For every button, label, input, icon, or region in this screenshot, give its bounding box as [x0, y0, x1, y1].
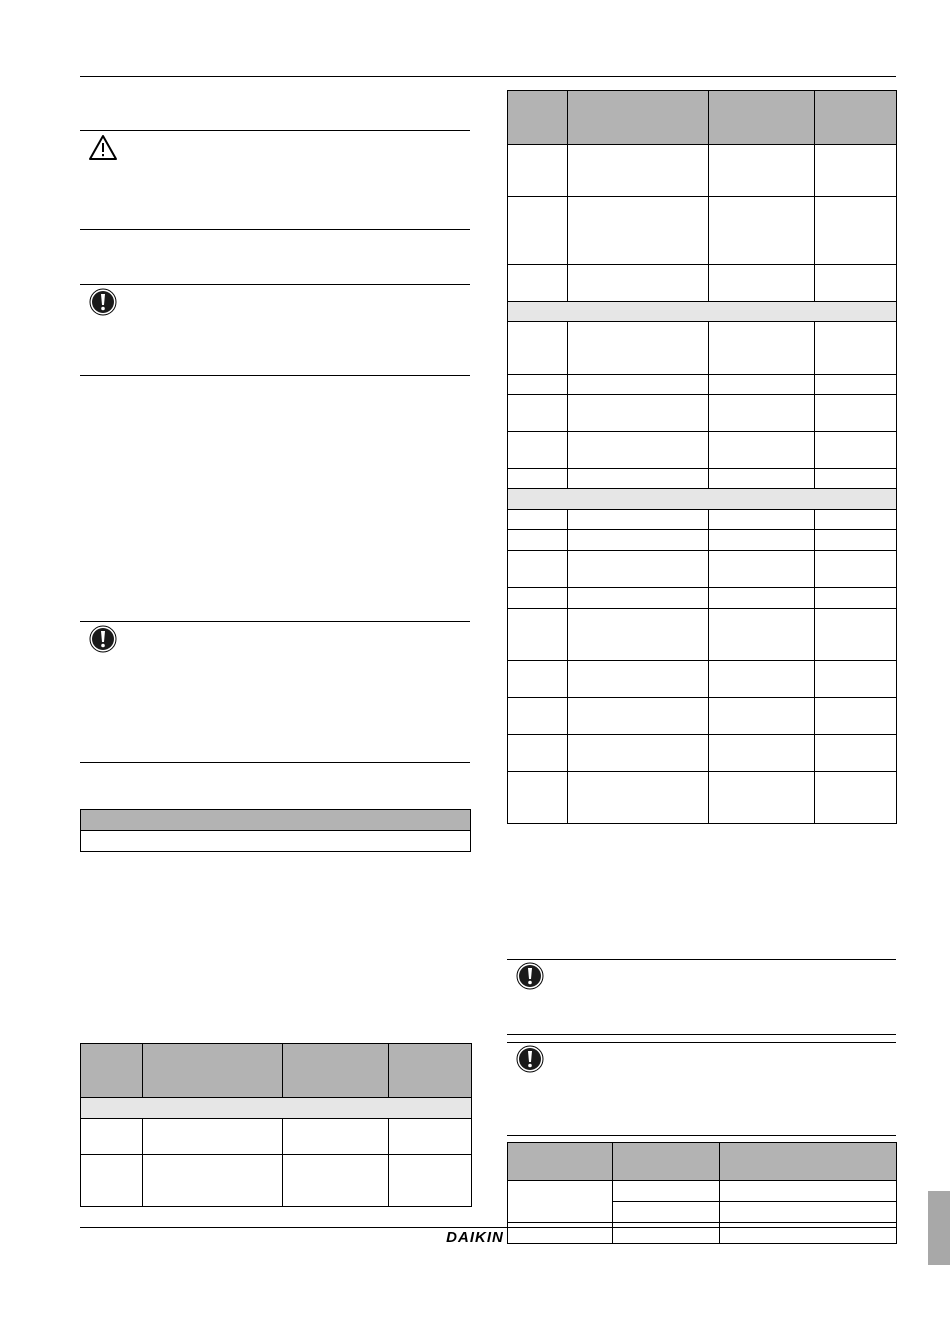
- notice-rule: [80, 762, 127, 763]
- table-cell: [815, 609, 897, 661]
- table-cell: [709, 375, 815, 395]
- table-cell: [709, 551, 815, 588]
- table-cell: [709, 698, 815, 735]
- table-row: [508, 197, 897, 265]
- exclamation-circle-icon: [516, 1045, 544, 1073]
- notice-rule: [80, 229, 127, 230]
- table-cell: [283, 1119, 389, 1155]
- table-cell: [143, 1155, 283, 1207]
- table-cell: [508, 265, 568, 302]
- table-cell: [815, 432, 897, 469]
- table-cell: [568, 735, 709, 772]
- brand-wordmark: DAIKIN: [446, 1229, 504, 1246]
- table-cell: [709, 432, 815, 469]
- notice-rule: [507, 1135, 896, 1136]
- table-cell: [143, 1119, 283, 1155]
- table-cell: [568, 432, 709, 469]
- table-cell: [508, 322, 568, 375]
- table-cell: [613, 1143, 720, 1181]
- table-row: [508, 609, 897, 661]
- table-cell: [815, 375, 897, 395]
- table-cell: [815, 661, 897, 698]
- table-cell: [568, 197, 709, 265]
- table-cell: [568, 265, 709, 302]
- table-cell: [709, 395, 815, 432]
- table-cell: [508, 1143, 613, 1181]
- table-cell: [508, 698, 568, 735]
- table-cell: [81, 810, 471, 831]
- left-small-table: [80, 809, 471, 852]
- right-main-table: [507, 90, 897, 824]
- table-cell: [389, 1044, 472, 1098]
- table-header-row: [508, 91, 897, 145]
- table-cell: [389, 1119, 472, 1155]
- table-cell: [81, 1119, 143, 1155]
- table-row: [508, 145, 897, 197]
- table-cell: [815, 510, 897, 530]
- table-cell: [508, 551, 568, 588]
- table-cell: [709, 530, 815, 551]
- header-rule: [80, 76, 896, 77]
- table-cell: [143, 1044, 283, 1098]
- table-row: [508, 395, 897, 432]
- notice-rule: [80, 375, 127, 376]
- table-cell: [709, 772, 815, 824]
- table-section-row: [508, 302, 897, 322]
- table-cell: [568, 661, 709, 698]
- table-cell: [613, 1181, 720, 1202]
- table-cell: [709, 588, 815, 609]
- table-cell: [568, 530, 709, 551]
- table-cell: [568, 322, 709, 375]
- table-row: [508, 510, 897, 530]
- table-cell: [815, 530, 897, 551]
- table-cell: [81, 1098, 472, 1119]
- table-cell: [568, 772, 709, 824]
- notice-rule: [80, 284, 470, 285]
- table-cell: [508, 609, 568, 661]
- table-cell: [508, 588, 568, 609]
- table-row: [508, 375, 897, 395]
- table-cell: [508, 145, 568, 197]
- notice-rule: [507, 1042, 896, 1043]
- table-cell: [815, 772, 897, 824]
- table-cell: [508, 489, 897, 510]
- table-cell: [709, 197, 815, 265]
- footer-rule: [80, 1227, 896, 1228]
- table-cell: [283, 1155, 389, 1207]
- table-cell: [568, 510, 709, 530]
- table-cell: [568, 145, 709, 197]
- left-bottom-table: [80, 1043, 472, 1207]
- table-cell: [720, 1181, 897, 1202]
- notice-rule: [80, 621, 470, 622]
- table-row: [508, 661, 897, 698]
- table-row: [508, 469, 897, 489]
- table-cell: [815, 698, 897, 735]
- table-cell: [815, 197, 897, 265]
- table-row: [508, 530, 897, 551]
- table-cell: [508, 469, 568, 489]
- brand-logo: [0, 1229, 950, 1247]
- table-cell: [720, 1143, 897, 1181]
- table-header-row: [508, 1143, 897, 1181]
- table-cell: [508, 91, 568, 145]
- table-row: [508, 772, 897, 824]
- exclamation-circle-icon: [516, 962, 544, 990]
- table-header-row: [81, 1044, 472, 1098]
- notice-rule: [127, 762, 470, 763]
- table-row: [508, 698, 897, 735]
- table-cell: [508, 375, 568, 395]
- notice-rule: [507, 959, 896, 960]
- table-cell: [568, 91, 709, 145]
- table-cell: [815, 588, 897, 609]
- table-cell: [815, 395, 897, 432]
- table-cell: [81, 831, 471, 852]
- table-cell: [508, 197, 568, 265]
- table-cell: [389, 1155, 472, 1207]
- table-cell: [709, 609, 815, 661]
- table-cell: [508, 432, 568, 469]
- table-row: [508, 265, 897, 302]
- table-cell: [568, 395, 709, 432]
- notice-rule: [127, 375, 470, 376]
- table-row: [508, 432, 897, 469]
- table-cell: [815, 735, 897, 772]
- table-row: [81, 1155, 472, 1207]
- side-tab: [928, 1191, 950, 1265]
- table-row: [508, 735, 897, 772]
- table-cell: [568, 469, 709, 489]
- table-cell: [815, 145, 897, 197]
- table-cell: [508, 735, 568, 772]
- notice-rule: [127, 229, 470, 230]
- table-section-row: [81, 1098, 472, 1119]
- table-cell: [508, 772, 568, 824]
- table-cell: [568, 588, 709, 609]
- table-cell: [709, 469, 815, 489]
- table-row: [508, 1181, 897, 1202]
- table-cell: [720, 1202, 897, 1223]
- exclamation-circle-icon: [89, 625, 117, 653]
- table-row: [81, 1119, 472, 1155]
- table-cell: [709, 735, 815, 772]
- table-cell: [709, 91, 815, 145]
- table-cell: [613, 1202, 720, 1223]
- table-cell: [815, 322, 897, 375]
- table-cell: [81, 1044, 143, 1098]
- table-cell: [508, 510, 568, 530]
- table-cell: [508, 302, 897, 322]
- warning-triangle-icon: [88, 134, 118, 162]
- table-row: [508, 551, 897, 588]
- table-cell: [815, 551, 897, 588]
- table-cell: [709, 322, 815, 375]
- table-cell: [568, 375, 709, 395]
- exclamation-circle-icon: [89, 288, 117, 316]
- table-cell: [508, 530, 568, 551]
- table-cell: [709, 145, 815, 197]
- table-row: [81, 831, 471, 852]
- table-cell: [81, 1155, 143, 1207]
- notice-rule: [80, 130, 470, 131]
- table-row: [508, 588, 897, 609]
- table-cell: [508, 661, 568, 698]
- table-cell: [815, 91, 897, 145]
- table-cell: [283, 1044, 389, 1098]
- table-section-row: [508, 489, 897, 510]
- table-cell: [568, 551, 709, 588]
- table-cell: [815, 265, 897, 302]
- table-cell: [508, 395, 568, 432]
- table-row: [81, 810, 471, 831]
- table-cell: [709, 265, 815, 302]
- table-row: [508, 322, 897, 375]
- table-cell: [815, 469, 897, 489]
- table-cell: [508, 1181, 613, 1223]
- table-cell: [568, 609, 709, 661]
- table-cell: [568, 698, 709, 735]
- table-cell: [709, 661, 815, 698]
- table-cell: [709, 510, 815, 530]
- notice-rule: [507, 1034, 896, 1035]
